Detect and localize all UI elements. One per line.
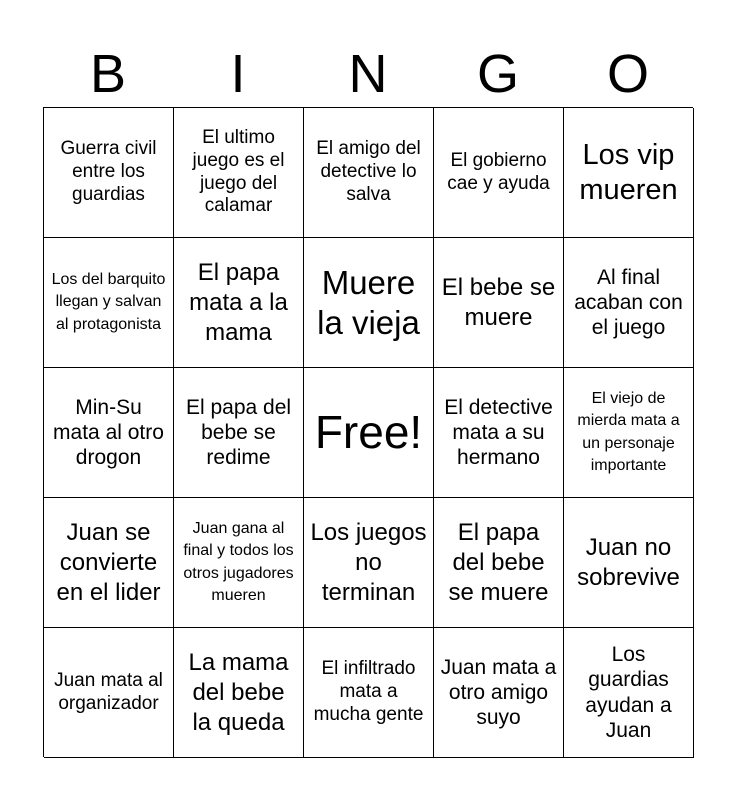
cell-text: Juan se convierte en el lider: [56, 518, 161, 606]
bingo-cell-free[interactable]: [304, 368, 434, 498]
header-letter-n: N: [348, 44, 388, 104]
header-letter-i: I: [230, 44, 246, 104]
cell-text: El infiltrado mata a mucha gente: [313, 658, 424, 725]
bingo-header: [43, 40, 693, 108]
bingo-cell-r5c5[interactable]: [564, 628, 694, 758]
bingo-cell-r2c3[interactable]: [304, 238, 434, 368]
cell-text: El viejo de mierda mata a un personaje importante: [577, 389, 680, 474]
bingo-cell-r4c5[interactable]: [564, 498, 694, 628]
bingo-cell-r3c5[interactable]: [564, 368, 694, 498]
cell-text: El detective mata a su hermano: [444, 395, 553, 470]
cell-text: El amigo del detective lo salva: [316, 138, 421, 205]
bingo-cell-r3c1[interactable]: [44, 368, 174, 498]
cell-text: El bebe se muere: [441, 273, 556, 331]
bingo-cell-r2c1[interactable]: [44, 238, 174, 368]
cell-text: Juan mata a otro amigo suyo: [440, 655, 557, 730]
cell-text: Los guardias ayudan a Juan: [585, 643, 672, 742]
bingo-cell-r1c2[interactable]: [174, 108, 304, 238]
cell-text: Los vip mueren: [579, 138, 678, 206]
bingo-cell-r4c1[interactable]: [44, 498, 174, 628]
bingo-cell-r3c4[interactable]: [434, 368, 564, 498]
bingo-cell-r1c4[interactable]: [434, 108, 564, 238]
bingo-cell-r2c5[interactable]: [564, 238, 694, 368]
cell-text: La mama del bebe la queda: [188, 648, 289, 736]
bingo-cell-r5c1[interactable]: [44, 628, 174, 758]
cell-text: El ultimo juego es el juego del calamar: [192, 126, 285, 217]
bingo-cell-r5c4[interactable]: [434, 628, 564, 758]
header-letter-g: G: [476, 44, 519, 104]
cell-text: El papa del bebe se muere: [448, 518, 549, 606]
cell-text: Los juegos no terminan: [310, 518, 427, 606]
cell-text: Juan no sobrevive: [577, 533, 680, 591]
bingo-cell-r4c3[interactable]: [304, 498, 434, 628]
cell-text: Min-Su mata al otro drogon: [53, 395, 164, 470]
bingo-cell-r5c3[interactable]: [304, 628, 434, 758]
cell-text: Juan gana al final y todos los otros jugadores mueren: [183, 519, 294, 604]
bingo-cell-r4c4[interactable]: [434, 498, 564, 628]
header-letter-o: O: [606, 44, 649, 104]
cell-text: Guerra civil entre los guardias: [60, 138, 157, 205]
bingo-board: [43, 107, 693, 757]
bingo-cell-r5c2[interactable]: [174, 628, 304, 758]
bingo-cell-r1c3[interactable]: [304, 108, 434, 238]
cell-text: Al final acaban con el juego: [574, 265, 683, 340]
cell-text: Juan mata al organizador: [54, 669, 163, 714]
cell-text: Los del barquito llegan y salvan al protagonista: [51, 270, 166, 333]
bingo-cell-r3c2[interactable]: [174, 368, 304, 498]
bingo-cell-r1c5[interactable]: [564, 108, 694, 238]
bingo-cell-r1c1[interactable]: [44, 108, 174, 238]
cell-text: El papa mata a la mama: [189, 258, 288, 346]
bingo-cell-r4c2[interactable]: [174, 498, 304, 628]
bingo-cell-r2c4[interactable]: [434, 238, 564, 368]
bingo-cell-r2c2[interactable]: [174, 238, 304, 368]
cell-text: El papa del bebe se redime: [185, 395, 292, 470]
cell-text: Muere la vieja: [317, 263, 420, 341]
header-letter-b: B: [89, 44, 127, 104]
free-space-text: Free!: [314, 405, 423, 458]
cell-text: El gobierno cae y ayuda: [447, 149, 550, 194]
